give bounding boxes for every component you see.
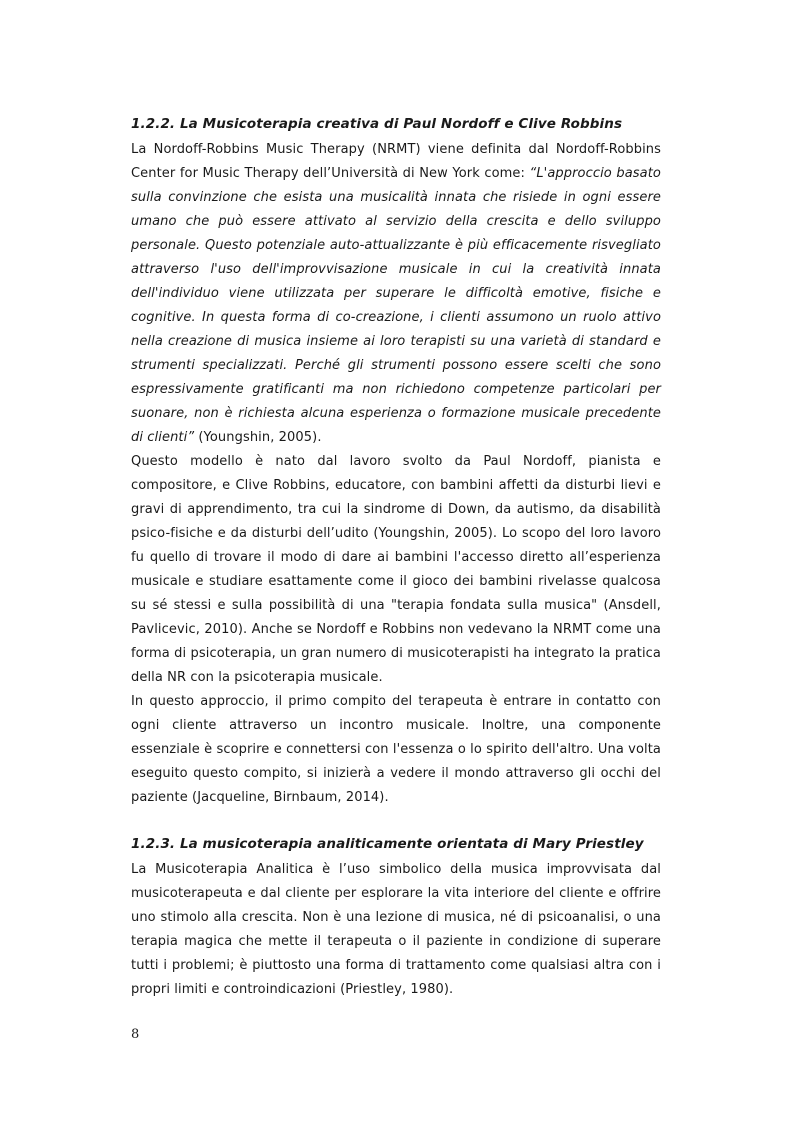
citation: (Youngshin, 2005). <box>194 430 322 445</box>
section-heading-nordoff-robbins: 1.2.2. La Musicoterapia creativa di Paul Nordoff e Clive Robbins <box>131 116 623 132</box>
paragraph-analytic-music-therapy: La Musicoterapia Analitica è l’uso simbolico della musica improvvisata dal musicoterapeuta e dal cliente per esplorare la vita interiore del cliente e offrire uno stimolo alla crescita. Non è una lezione di musica, né di psicoanalisi, o una terapia magica che mette il terapeuta o il paziente in condizione di superare tutti i problemi; è piuttosto una forma di trattamento come qualsiasi altra con i propri limiti e controindicazioni (Priestley, 1980). <box>131 862 661 997</box>
paragraph-nrmt-definition <box>131 138 661 450</box>
quoted-definition: “L'approccio basato sulla convinzione che esista una musicalità innata che risiede in ogni essere umano che può essere attivato al servizio della crescita e dello sviluppo personale. Questo potenziale auto-attualizzante è più efficacemente risvegliato attraverso l'uso dell'improvvisazione musicale in cui la creatività innata dell'individuo viene utilizzata per superare le difficoltà emotive, fisiche e cognitive. In questa forma di co-creazione, i clienti assumono un ruolo attivo nella creazione di musica insieme ai loro terapisti su una varietà di standard e strumenti specializzati. Perché gli strumenti possono essere scelti che sono espressivamente gratificanti ma non richiedono competenze particolari per suonare, non è richiesta alcuna esperienza o formazione musicale precedente di clienti” <box>131 166 661 445</box>
paragraph-model-origin: Questo modello è nato dal lavoro svolto da Paul Nordoff, pianista e compositore, e Clive Robbins, educatore, con bambini affetti da disturbi lievi e gravi di apprendimento, tra cui la sindrome di Down, da autismo, da disabilità psico-fisiche e da disturbi dell’udito (Youngshin, 2005). Lo scopo del loro lavoro fu quello di trovare il modo di dare ai bambini l'accesso diretto all’esperienza musicale e studiare esattamente come il gioco dei bambini rivelasse qualcosa su sé stessi e sulla possibilità di una "terapia fondata sulla musica" (Ansdell, Pavlicevic, 2010). Anche se Nordoff e Robbins non vedevano la NRMT come una forma di psicoterapia, un gran numero di musicoterapisti ha integrato la pratica della NR con la psicoterapia musicale. <box>131 454 661 685</box>
page-content <box>131 112 661 1002</box>
paragraph-approach: In questo approccio, il primo compito del terapeuta è entrare in contatto con ogni cliente attraverso un incontro musicale. Inoltre, una componente essenziale è scoprire e connettersi con l'essenza o lo spirito dell'altro. Una volta eseguito questo compito, si inizierà a vedere il mondo attraverso gli occhi del paziente (Jacqueline, Birnbaum, 2014). <box>131 694 661 805</box>
paragraph-intro-text: La Nordoff-Robbins Music Therapy (NRMT) viene definita dal Nordoff-Robbins Center for Music Therapy dell’Università di New York come: <box>131 142 661 181</box>
page-number: 8 <box>131 1027 140 1042</box>
section-heading-priestley: 1.2.3. La musicoterapia analiticamente orientata di Mary Priestley <box>131 836 644 852</box>
